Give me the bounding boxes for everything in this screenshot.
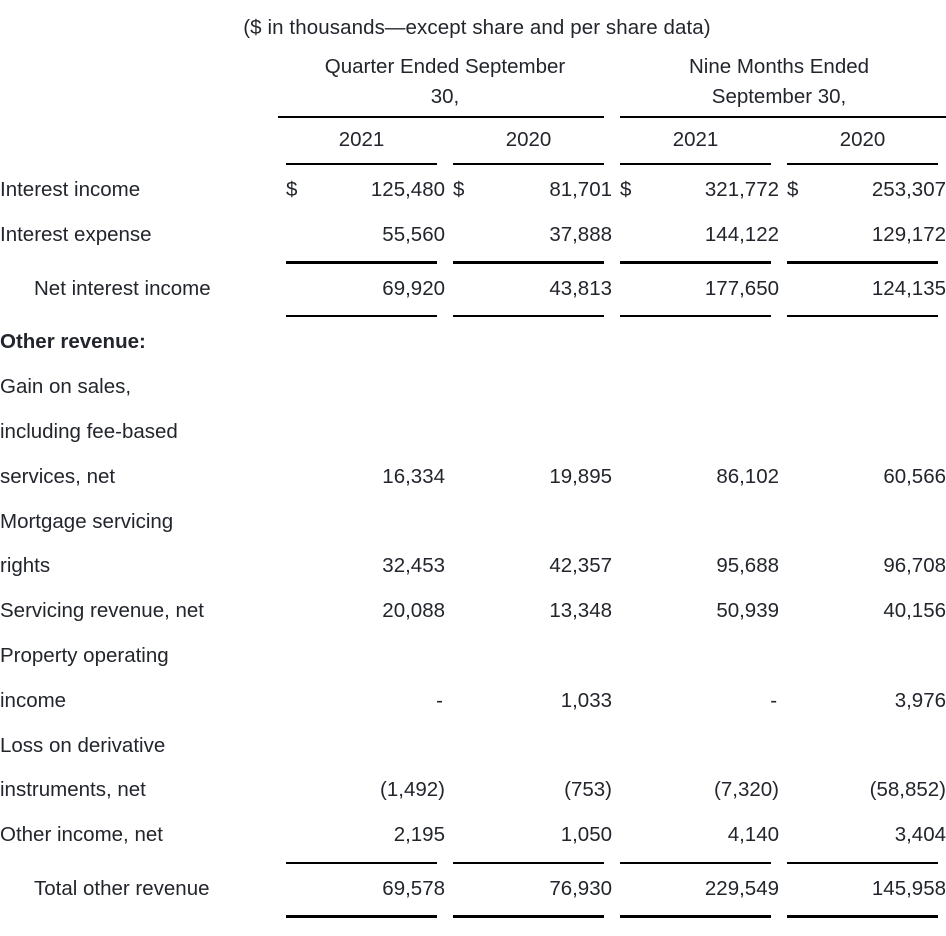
year-rule-1 bbox=[278, 159, 445, 168]
cell-number: 3,404 bbox=[894, 823, 946, 847]
cell-number: 32,453 bbox=[382, 554, 445, 578]
cell-value bbox=[278, 589, 445, 634]
table-row bbox=[0, 365, 946, 410]
subtotal-rule-below-seg-3 bbox=[612, 912, 779, 921]
cell-number: 145,958 bbox=[871, 876, 946, 900]
year-header-q-2020: 2020 bbox=[505, 128, 552, 151]
cell-value bbox=[612, 544, 779, 589]
rule-spacer bbox=[0, 112, 278, 121]
subtotal-rule-below bbox=[0, 311, 946, 320]
subtotal-rule-below-seg-1 bbox=[278, 311, 445, 320]
row-label: Other revenue: bbox=[0, 330, 146, 354]
cell-number: 40,156 bbox=[883, 599, 946, 623]
subtotal-rule-below-seg-4 bbox=[779, 311, 946, 320]
table-row bbox=[0, 213, 946, 258]
table-row bbox=[0, 455, 946, 500]
subtotal-rule-below bbox=[0, 912, 946, 921]
cell-value bbox=[612, 267, 779, 312]
row-label: rights bbox=[0, 554, 51, 578]
cell-value bbox=[278, 544, 445, 589]
cell-value bbox=[445, 500, 612, 545]
year-rule-3 bbox=[612, 159, 779, 168]
rule-spacer bbox=[0, 858, 278, 867]
currency-symbol: $ bbox=[453, 178, 465, 201]
row-label: income bbox=[0, 688, 67, 712]
cell-value bbox=[779, 813, 946, 858]
currency-symbol: $ bbox=[620, 178, 632, 201]
cell-number: 69,920 bbox=[382, 276, 445, 300]
cell-number: 229,549 bbox=[704, 876, 780, 900]
cell-value bbox=[779, 679, 946, 724]
row-label: Gain on sales, bbox=[0, 375, 132, 399]
cell-number: 253,307 bbox=[871, 178, 946, 201]
row-label: services, net bbox=[0, 464, 116, 488]
currency-symbol: $ bbox=[787, 178, 799, 201]
subtotal-rule-above bbox=[0, 858, 946, 867]
row-label: including fee-based bbox=[0, 419, 178, 443]
cell-value bbox=[278, 634, 445, 679]
cell-number: - bbox=[436, 688, 443, 712]
subtotal-rule-below-seg-2 bbox=[445, 311, 612, 320]
table-row bbox=[0, 679, 946, 724]
cell-value bbox=[445, 267, 612, 312]
cell-value bbox=[445, 213, 612, 258]
cell-value bbox=[445, 813, 612, 858]
table-row bbox=[0, 589, 946, 634]
subtotal-rule-below-seg-2 bbox=[445, 912, 612, 921]
cell-value bbox=[278, 768, 445, 813]
cell-number: 20,088 bbox=[382, 599, 445, 623]
cell-number: 1,033 bbox=[560, 688, 613, 712]
cell-number: 50,939 bbox=[716, 599, 780, 623]
cell-number: 124,135 bbox=[871, 276, 946, 300]
cell-number: 4,140 bbox=[727, 823, 780, 847]
group-rule-quarter bbox=[278, 112, 612, 121]
year-header-ytd-2021: 2021 bbox=[672, 128, 719, 151]
row-label: Interest expense bbox=[0, 222, 152, 246]
cell-value bbox=[278, 410, 445, 455]
cell-value bbox=[445, 168, 612, 213]
cell-value bbox=[612, 213, 779, 258]
cell-value bbox=[445, 589, 612, 634]
table-body bbox=[0, 168, 946, 921]
year-header-q-2021: 2021 bbox=[338, 128, 385, 151]
cell-value bbox=[779, 365, 946, 410]
cell-value bbox=[612, 168, 779, 213]
cell-value bbox=[779, 724, 946, 769]
cell-number: 321,772 bbox=[704, 178, 780, 201]
subtotal-rule-above-seg-3 bbox=[612, 258, 779, 267]
year-rule-row bbox=[0, 159, 946, 168]
cell-value bbox=[779, 213, 946, 258]
cell-number: 96,708 bbox=[883, 554, 946, 578]
cell-value bbox=[278, 455, 445, 500]
cell-value bbox=[278, 365, 445, 410]
table-caption: ($ in thousands—except share and per share data) bbox=[243, 16, 711, 39]
subtotal-rule-above-seg-3 bbox=[612, 858, 779, 867]
cell-value bbox=[445, 679, 612, 724]
year-header-row bbox=[0, 121, 946, 159]
table-row bbox=[0, 724, 946, 769]
cell-value bbox=[779, 867, 946, 912]
cell-value bbox=[779, 589, 946, 634]
cell-number: - bbox=[770, 688, 778, 712]
cell-value bbox=[278, 320, 445, 365]
cell-value bbox=[278, 813, 445, 858]
cell-number: (58,852) bbox=[869, 778, 946, 802]
subtotal-rule-below-seg-3 bbox=[612, 311, 779, 320]
cell-value bbox=[445, 320, 612, 365]
cell-value bbox=[445, 544, 612, 589]
subtotal-rule-above-seg-4 bbox=[779, 258, 946, 267]
table-row bbox=[0, 168, 946, 213]
cell-value bbox=[779, 500, 946, 545]
cell-value bbox=[612, 455, 779, 500]
cell-number: 13,348 bbox=[549, 599, 613, 623]
year-header-ytd-2020: 2020 bbox=[839, 128, 886, 151]
cell-number: 129,172 bbox=[871, 222, 946, 246]
row-label: Total other revenue bbox=[34, 876, 210, 900]
cell-value bbox=[445, 724, 612, 769]
year-rule-2 bbox=[445, 159, 612, 168]
column-group-quarter-line1: Quarter Ended September bbox=[324, 55, 566, 78]
rule-spacer bbox=[0, 258, 278, 267]
column-group-nine-months bbox=[612, 52, 946, 112]
cell-value bbox=[612, 320, 779, 365]
cell-number: 42,357 bbox=[549, 554, 613, 578]
cell-value bbox=[612, 500, 779, 545]
group-rule-row bbox=[0, 112, 946, 121]
currency-symbol: $ bbox=[286, 178, 298, 201]
subtotal-rule-above bbox=[0, 258, 946, 267]
cell-value bbox=[445, 634, 612, 679]
cell-number: 3,976 bbox=[894, 688, 946, 712]
cell-number: 16,334 bbox=[382, 464, 445, 488]
cell-value bbox=[612, 589, 779, 634]
cell-number: 43,813 bbox=[549, 276, 613, 300]
row-label: Property operating bbox=[0, 643, 169, 667]
cell-value bbox=[445, 867, 612, 912]
rule-spacer bbox=[0, 159, 278, 168]
cell-value bbox=[779, 410, 946, 455]
cell-number: 55,560 bbox=[382, 222, 445, 246]
cell-number: 86,102 bbox=[716, 464, 780, 488]
row-label: Other income, net bbox=[0, 823, 163, 847]
cell-number: 37,888 bbox=[549, 222, 613, 246]
cell-number: (7,320) bbox=[714, 778, 780, 802]
cell-value bbox=[612, 768, 779, 813]
row-label: Mortgage servicing bbox=[0, 509, 174, 533]
cell-number: 60,566 bbox=[883, 464, 946, 488]
cell-number: 144,122 bbox=[704, 222, 780, 246]
row-label: Servicing revenue, net bbox=[0, 599, 204, 623]
subtotal-rule-above-seg-4 bbox=[779, 858, 946, 867]
rule-spacer bbox=[0, 311, 278, 320]
cell-value bbox=[445, 410, 612, 455]
cell-number: 177,650 bbox=[704, 276, 780, 300]
cell-number: 125,480 bbox=[370, 178, 445, 201]
cell-number: 76,930 bbox=[549, 876, 613, 900]
cell-value bbox=[278, 867, 445, 912]
cell-value bbox=[612, 813, 779, 858]
cell-number: (1,492) bbox=[380, 778, 445, 802]
table-row bbox=[0, 267, 946, 312]
column-group-quarter bbox=[278, 52, 612, 112]
cell-value bbox=[612, 679, 779, 724]
cell-value bbox=[278, 679, 445, 724]
cell-number: 2,195 bbox=[393, 823, 445, 847]
cell-number: 95,688 bbox=[716, 554, 780, 578]
cell-value bbox=[779, 544, 946, 589]
table-row bbox=[0, 867, 946, 912]
cell-value bbox=[779, 168, 946, 213]
header-spacer bbox=[0, 52, 278, 112]
subtotal-rule-above-seg-2 bbox=[445, 258, 612, 267]
cell-number: (753) bbox=[564, 778, 613, 802]
cell-number: 81,701 bbox=[549, 178, 613, 201]
row-label: instruments, net bbox=[0, 778, 146, 802]
cell-value bbox=[779, 320, 946, 365]
column-group-header-row bbox=[0, 52, 946, 112]
year-spacer bbox=[0, 121, 278, 159]
cell-value bbox=[445, 365, 612, 410]
subtotal-rule-above-seg-1 bbox=[278, 858, 445, 867]
row-label: Loss on derivative bbox=[0, 733, 166, 757]
cell-value bbox=[278, 213, 445, 258]
group-rule-nine-months bbox=[612, 112, 946, 121]
cell-value bbox=[779, 634, 946, 679]
rule-spacer bbox=[0, 912, 278, 921]
cell-value bbox=[612, 410, 779, 455]
table-header bbox=[0, 52, 946, 168]
table-row bbox=[0, 544, 946, 589]
table-row bbox=[0, 320, 946, 365]
cell-value bbox=[278, 500, 445, 545]
cell-value bbox=[445, 455, 612, 500]
cell-value bbox=[779, 267, 946, 312]
table-row bbox=[0, 768, 946, 813]
cell-value bbox=[278, 267, 445, 312]
cell-value bbox=[612, 867, 779, 912]
column-group-quarter-line2: 30, bbox=[430, 85, 460, 108]
cell-value bbox=[779, 768, 946, 813]
table-row bbox=[0, 634, 946, 679]
cell-value bbox=[278, 724, 445, 769]
column-group-nine-months-line2: September 30, bbox=[711, 85, 847, 108]
column-group-nine-months-line1: Nine Months Ended bbox=[688, 55, 870, 78]
subtotal-rule-below-seg-1 bbox=[278, 912, 445, 921]
cell-number: 1,050 bbox=[560, 823, 613, 847]
row-label: Interest income bbox=[0, 178, 141, 201]
cell-value bbox=[278, 168, 445, 213]
row-label: Net interest income bbox=[34, 276, 211, 300]
subtotal-rule-below-seg-4 bbox=[779, 912, 946, 921]
subtotal-rule-above-seg-2 bbox=[445, 858, 612, 867]
financial-table bbox=[0, 52, 946, 921]
cell-value bbox=[612, 634, 779, 679]
cell-value bbox=[779, 455, 946, 500]
year-rule-4 bbox=[779, 159, 946, 168]
table-row bbox=[0, 500, 946, 545]
cell-value bbox=[445, 768, 612, 813]
table-row bbox=[0, 813, 946, 858]
cell-value bbox=[612, 724, 779, 769]
table-row bbox=[0, 410, 946, 455]
cell-value bbox=[612, 365, 779, 410]
cell-number: 19,895 bbox=[549, 464, 613, 488]
cell-number: 69,578 bbox=[382, 876, 445, 900]
subtotal-rule-above-seg-1 bbox=[278, 258, 445, 267]
